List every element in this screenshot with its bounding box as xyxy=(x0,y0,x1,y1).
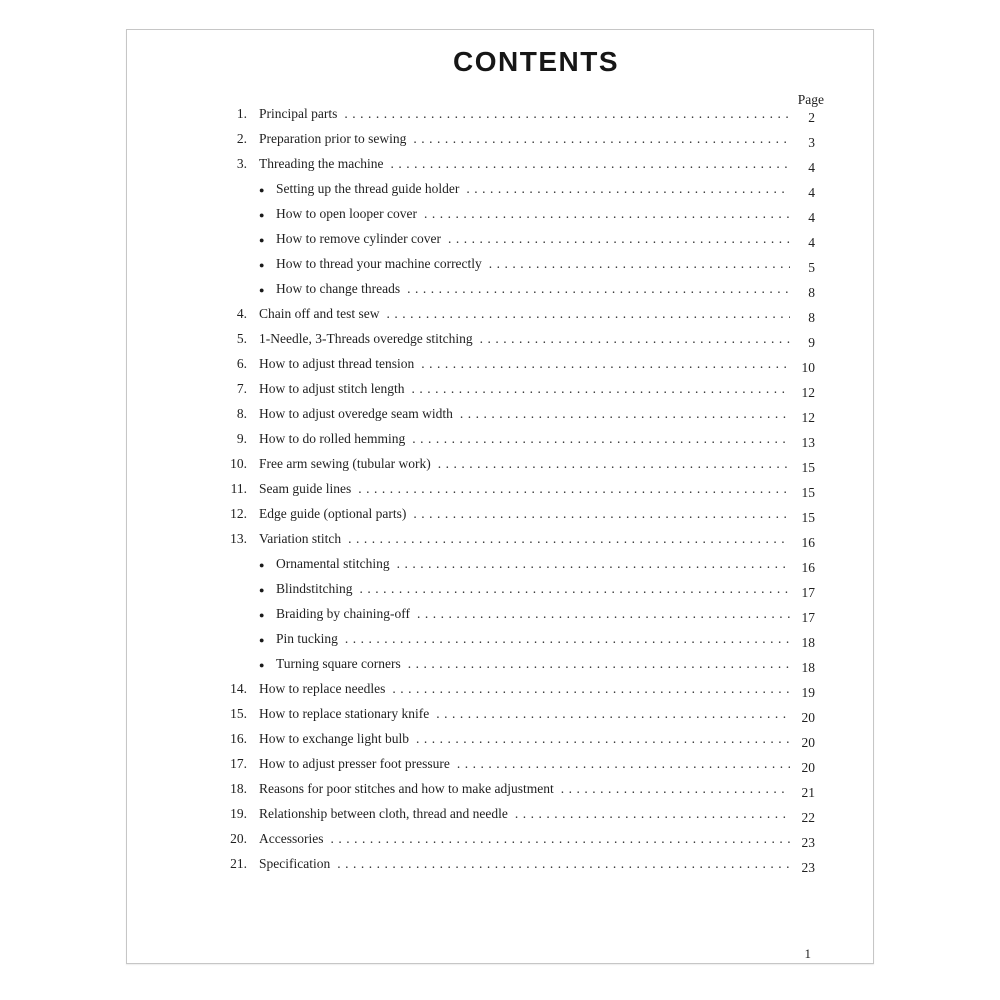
toc-item-label: How to adjust presser foot pressure xyxy=(259,756,450,771)
dot-leader xyxy=(360,576,790,601)
dot-leader xyxy=(424,201,790,226)
circle-bullet-icon: ● xyxy=(259,210,265,220)
toc-item-label: Reasons for poor stitches and how to make adjustment xyxy=(259,781,554,796)
circle-bullet-icon: ● xyxy=(259,235,265,245)
dot-leader xyxy=(489,251,790,276)
toc-item-number: 16. xyxy=(230,731,247,746)
toc-item-label: Threading the machine xyxy=(259,156,384,171)
toc-item-page: 15 xyxy=(801,460,815,475)
dot-leader xyxy=(460,401,790,426)
toc-item-number: 13. xyxy=(230,531,247,546)
toc-item-number: 20. xyxy=(230,831,247,846)
toc-row xyxy=(215,801,815,826)
circle-bullet-icon: ● xyxy=(259,635,265,645)
circle-bullet-icon: ● xyxy=(259,185,265,195)
toc-item-label: 1-Needle, 3-Threads overedge stitching xyxy=(259,331,473,346)
dot-leader xyxy=(413,126,790,151)
toc-item-page: 17 xyxy=(801,585,815,600)
toc-row xyxy=(215,576,815,601)
dot-leader xyxy=(392,676,790,701)
toc-row xyxy=(215,326,815,351)
toc-row xyxy=(215,151,815,176)
circle-bullet-icon: ● xyxy=(259,585,265,595)
dot-leader xyxy=(413,501,790,526)
toc-item-number: 4. xyxy=(236,306,247,321)
toc-item-label: How to adjust stitch length xyxy=(259,381,405,396)
toc-list xyxy=(215,101,815,876)
toc-item-page: 16 xyxy=(801,535,815,550)
toc-item-label: How to change threads xyxy=(276,281,401,296)
toc-item-page: 4 xyxy=(808,235,815,250)
toc-item-page: 20 xyxy=(801,710,815,725)
toc-item-label: Turning square corners xyxy=(276,656,401,671)
toc-item-page: 15 xyxy=(801,485,815,500)
toc-item-label: How to replace stationary knife xyxy=(259,706,430,721)
toc-item-page: 2 xyxy=(808,110,815,125)
dot-leader xyxy=(480,326,790,351)
toc-row xyxy=(215,176,815,201)
toc-row xyxy=(215,751,815,776)
toc-item-label: Principal parts xyxy=(259,106,338,121)
toc-item-page: 5 xyxy=(808,260,815,275)
toc-item-label: How to exchange light bulb xyxy=(259,731,409,746)
toc-item-page: 8 xyxy=(808,285,815,300)
toc-item-page: 13 xyxy=(801,435,815,450)
toc-item-page: 17 xyxy=(801,610,815,625)
toc-item-label: Braiding by chaining-off xyxy=(276,606,410,621)
toc-row xyxy=(215,401,815,426)
toc-row xyxy=(215,351,815,376)
toc-item-number: 12. xyxy=(230,506,247,521)
toc-item-page: 12 xyxy=(801,410,815,425)
dot-leader xyxy=(448,226,790,251)
toc-item-label: How to open looper cover xyxy=(276,206,417,221)
toc-item-page: 4 xyxy=(808,185,815,200)
toc-item-number: 5. xyxy=(236,331,247,346)
toc-item-number: 9. xyxy=(236,431,247,446)
toc-row xyxy=(215,126,815,151)
toc-row xyxy=(215,551,815,576)
toc-row xyxy=(215,101,815,126)
toc-item-label: Accessories xyxy=(259,831,324,846)
toc-row xyxy=(215,676,815,701)
toc-item-page: 12 xyxy=(801,385,815,400)
toc-item-label: Blindstitching xyxy=(276,581,353,596)
toc-item-page: 10 xyxy=(801,360,815,375)
toc-row xyxy=(215,851,815,876)
toc-row xyxy=(215,276,815,301)
dot-leader xyxy=(348,526,790,551)
toc-item-page: 23 xyxy=(801,860,815,875)
dot-leader xyxy=(438,451,790,476)
toc-item-page: 4 xyxy=(808,210,815,225)
toc-item-label: Variation stitch xyxy=(259,531,342,546)
toc-row xyxy=(215,501,815,526)
toc-item-page: 9 xyxy=(808,335,815,350)
dot-leader xyxy=(408,651,790,676)
toc-item-number: 21. xyxy=(230,856,247,871)
toc-item-label: How to adjust overedge seam width xyxy=(259,406,453,421)
toc-item-page: 3 xyxy=(808,135,815,150)
toc-item-label: Setting up the thread guide holder xyxy=(276,181,460,196)
toc-item-page: 21 xyxy=(801,785,815,800)
toc-row xyxy=(215,651,815,676)
toc-item-number: 19. xyxy=(230,806,247,821)
dot-leader xyxy=(344,101,790,126)
toc-item-number: 11. xyxy=(230,481,247,496)
dot-leader xyxy=(421,351,790,376)
toc-item-label: Edge guide (optional parts) xyxy=(259,506,407,521)
toc-item-label: How to adjust thread tension xyxy=(259,356,415,371)
dot-leader xyxy=(358,476,790,501)
toc-item-number: 2. xyxy=(236,131,247,146)
toc-item-label: How to remove cylinder cover xyxy=(276,231,441,246)
manual-page xyxy=(126,29,874,964)
toc-item-label: Preparation prior to sewing xyxy=(259,131,407,146)
toc-row xyxy=(215,701,815,726)
toc-item-label: Relationship between cloth, thread and needle xyxy=(259,806,508,821)
dot-leader xyxy=(417,601,790,626)
toc-item-label: Seam guide lines xyxy=(259,481,352,496)
toc-row xyxy=(215,526,815,551)
toc-item-number: 3. xyxy=(236,156,247,171)
toc-item-number: 18. xyxy=(230,781,247,796)
toc-item-label: Pin tucking xyxy=(276,631,338,646)
toc-row xyxy=(215,251,815,276)
circle-bullet-icon: ● xyxy=(259,660,265,670)
toc-item-page: 18 xyxy=(801,660,815,675)
dot-leader xyxy=(330,826,790,851)
circle-bullet-icon: ● xyxy=(259,610,265,620)
dot-leader xyxy=(345,626,790,651)
toc-item-number: 17. xyxy=(230,756,247,771)
toc-item-label: Chain off and test sew xyxy=(259,306,380,321)
dot-leader xyxy=(397,551,790,576)
circle-bullet-icon: ● xyxy=(259,285,265,295)
toc-item-number: 6. xyxy=(236,356,247,371)
toc-item-label: How to do rolled hemming xyxy=(259,431,406,446)
toc-item-number: 7. xyxy=(236,381,247,396)
circle-bullet-icon: ● xyxy=(259,560,265,570)
toc-row xyxy=(215,826,815,851)
dot-leader xyxy=(337,851,790,876)
toc-row xyxy=(215,376,815,401)
page-column-header: Page xyxy=(797,92,824,107)
toc-row xyxy=(215,776,815,801)
toc-item-page: 16 xyxy=(801,560,815,575)
toc-row xyxy=(215,601,815,626)
toc-row xyxy=(215,201,815,226)
dot-leader xyxy=(416,726,790,751)
toc-item-number: 1. xyxy=(236,106,247,121)
toc-item-page: 20 xyxy=(801,735,815,750)
toc-item-number: 14. xyxy=(230,681,247,696)
dot-leader xyxy=(412,376,791,401)
toc-item-page: 4 xyxy=(808,160,815,175)
toc-row xyxy=(215,301,815,326)
toc-item-page: 15 xyxy=(801,510,815,525)
toc-item-label: Free arm sewing (tubular work) xyxy=(259,456,431,471)
footer-page-number: 1 xyxy=(804,946,811,961)
toc-row xyxy=(215,626,815,651)
toc-row xyxy=(215,476,815,501)
toc-item-label: How to thread your machine correctly xyxy=(276,256,482,271)
dot-leader xyxy=(412,426,790,451)
toc-item-label: Ornamental stitching xyxy=(276,556,390,571)
dot-leader xyxy=(390,151,790,176)
toc-item-number: 10. xyxy=(230,456,247,471)
toc-item-number: 8. xyxy=(236,406,247,421)
toc-item-page: 23 xyxy=(801,835,815,850)
toc-row xyxy=(215,426,815,451)
toc-item-page: 20 xyxy=(801,760,815,775)
toc-row xyxy=(215,726,815,751)
dot-leader xyxy=(386,301,790,326)
dot-leader xyxy=(515,801,790,826)
toc-item-label: How to replace needles xyxy=(259,681,386,696)
dot-leader xyxy=(466,176,790,201)
toc-row xyxy=(215,451,815,476)
toc-item-page: 19 xyxy=(801,685,815,700)
toc-item-number: 15. xyxy=(230,706,247,721)
toc-row xyxy=(215,226,815,251)
toc-item-page: 18 xyxy=(801,635,815,650)
dot-leader xyxy=(436,701,790,726)
dot-leader xyxy=(457,751,790,776)
page-title: CONTENTS xyxy=(453,46,619,77)
toc-item-page: 8 xyxy=(808,310,815,325)
circle-bullet-icon: ● xyxy=(259,260,265,270)
dot-leader xyxy=(561,776,790,801)
toc-item-page: 22 xyxy=(801,810,815,825)
dot-leader xyxy=(407,276,790,301)
toc-item-label: Specification xyxy=(259,856,331,871)
